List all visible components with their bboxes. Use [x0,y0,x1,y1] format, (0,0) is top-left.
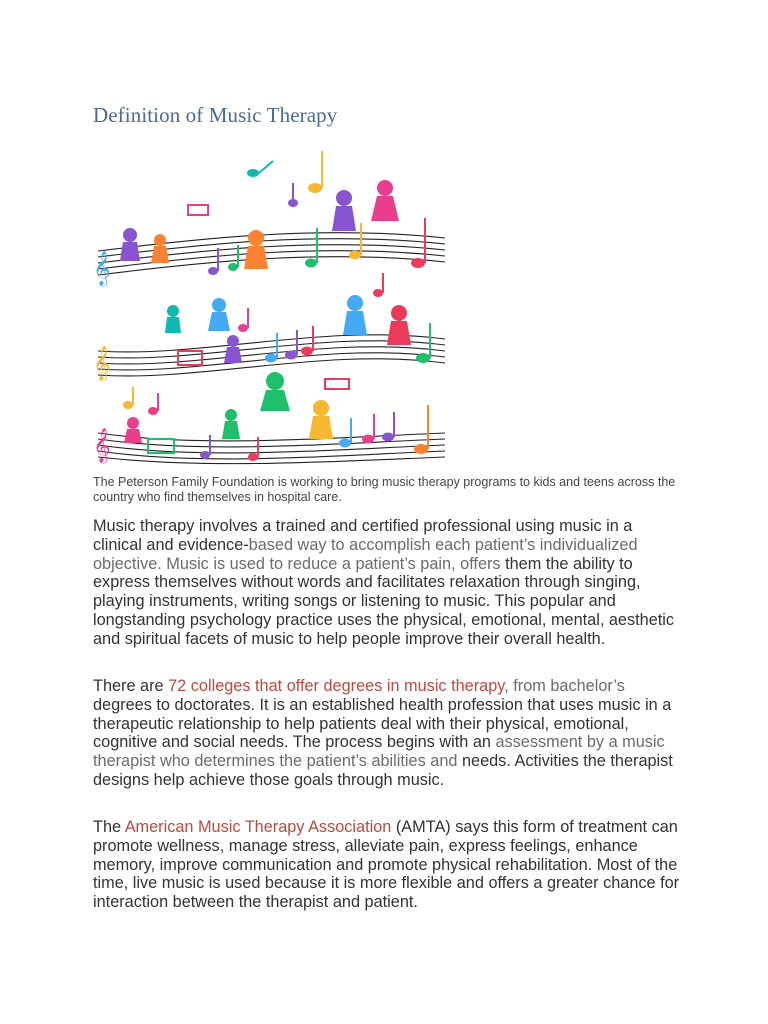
paragraph-text: (AMTA) says this form of treatment can promote wellness, manage stress, alleviate pain, express feelings, enhance memory, improve communication and promote physical rehabilitation. Most of the time, live music is used because it is more flexible and offers a greater chance for interaction between the therapist and patient. [93,818,680,912]
treble-clef-icon: 𝄞 [93,346,111,381]
paragraph-definition [93,517,683,649]
music-illustration [93,143,448,470]
paragraph-text: based way to accomplish each patient’s individualized objective. Music is used to reduce a patient’s pain, offers [93,535,638,573]
music-notes-and-children-icon [93,143,448,470]
paragraph-text: assessment by a music therapist who determines the patient’s abilities and [93,733,665,771]
treble-clef-icon: 𝄞 [93,251,111,286]
paragraph-amta [93,818,683,912]
paragraph-text: degrees to doctorates. It is an established health profession that uses music in a therapeutic relationship to help patients deal with their physical, emotional, cognitive and social needs. The process begins with an [93,695,672,752]
amta-link[interactable]: American Music Therapy Association [124,818,392,836]
paragraph-text: needs. Activities the therapist designs help achieve those goals through music. [93,752,673,789]
paragraph-text: The [93,818,125,836]
paragraph-text: , from bachelor’s [504,677,625,695]
paragraph-text: Music therapy involves a trained and certified professional using music in a clinical and evidence- [93,517,633,554]
children-figures [120,180,411,443]
page-title: Definition of Music Therapy [93,103,338,127]
figure-caption: The Peterson Family Foundation is working to bring music therapy programs to kids and teens across the country who find themselves in hospital care. [93,475,676,504]
paragraph-text: There are [93,677,169,695]
treble-clef-icon: 𝄞 [93,428,111,463]
colleges-link[interactable]: 72 colleges that offer degrees in music therapy [168,677,505,695]
paragraph-education [93,677,683,790]
staff-lines-top [98,233,445,275]
paragraph-text: them the ability to express themselves without words and facilitates relaxation through singing, playing instruments, writing songs or listening to music. This popular and longstanding psychology practice uses the physical, emotional, mental, aesthetic and spiritual facets of music to help people improve their overall health. [93,554,675,648]
